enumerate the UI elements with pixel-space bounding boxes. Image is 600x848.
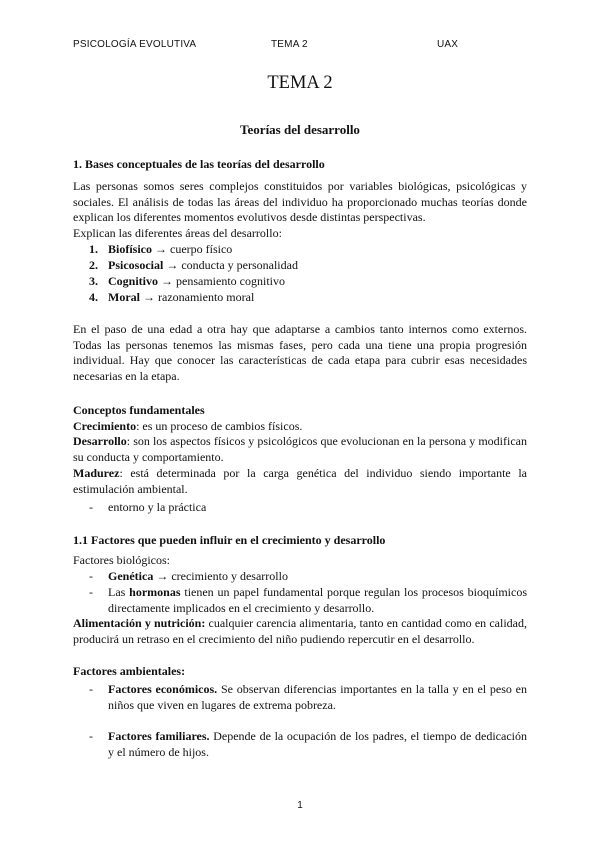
list-number: 1. — [89, 242, 98, 256]
area-description: → conducta y personalidad — [163, 258, 298, 272]
concept-madurez — [73, 466, 527, 497]
bullet-dash: - — [89, 729, 93, 743]
header-topic: TEMA 2 — [271, 39, 308, 50]
section-1-heading: 1. Bases conceptuales de las teorías del desarrollo — [73, 157, 325, 171]
area-term: Moral — [108, 290, 140, 304]
concepts-heading: Conceptos fundamentales — [73, 403, 205, 417]
factor-term: Alimentación y nutrición: — [73, 616, 206, 630]
factor-term: Genética — [108, 569, 154, 583]
familiares-item — [108, 729, 527, 760]
list-number: 2. — [89, 258, 98, 272]
concept-term: Crecimiento — [73, 419, 137, 433]
area-term: Psicosocial — [108, 258, 164, 272]
bullet-dash: - — [89, 585, 93, 599]
concept-text: : son los aspectos físicos y psicológicos que evolucionan en la persona y modifican su conducta y comportamiento. — [73, 434, 527, 464]
factor-term: hormonas — [129, 585, 181, 599]
list-number: 4. — [89, 290, 98, 304]
area-term: Cognitivo — [108, 274, 159, 288]
area-description: → pensamiento cognitivo — [158, 274, 285, 288]
bullet-dash: - — [89, 682, 93, 696]
concept-term: Madurez — [73, 466, 120, 480]
concept-text: : es un proceso de cambios físicos. — [136, 419, 303, 433]
hormonas-item — [108, 585, 527, 616]
concept-crecimiento — [73, 419, 527, 435]
header-institution: UAX — [437, 39, 459, 50]
bullet-dash: - — [89, 569, 93, 583]
alimentacion-paragraph — [73, 616, 527, 647]
factor-text: Se observan diferencias importantes en la talla y en el peso en niños que viven en lugares de extrema pobreza. — [108, 682, 527, 712]
factor-text: tienen un papel fundamental porque regulan los procesos bioquímicos directamente implicados en el crecimiento y desarrollo. — [108, 585, 527, 615]
factor-term: Factores familiares. — [108, 729, 210, 743]
header-course: PSICOLOGÍA EVOLUTIVA — [73, 39, 197, 50]
factor-text: Depende de la ocupación de los padres, el tiempo de dedicación y el número de hijos. — [108, 729, 527, 759]
concept-term: Desarrollo — [73, 434, 127, 448]
list-item — [0, 290, 600, 306]
section-1-intro: Las personas somos seres complejos constituidos por variables biológicas, psicológicas y sociales. El análisis de todas las áreas del individuo ha proporcionado muchas teorías donde explican los diferentes momentos evolutivos desde distintas perspectivas. — [73, 179, 527, 225]
area-description: → razonamiento moral — [140, 290, 255, 304]
page-subtitle: Teorías del desarrollo — [240, 122, 360, 137]
factor-term: Factores económicos. — [108, 682, 218, 696]
list-item — [0, 274, 600, 290]
factor-text: cualquier carencia alimentaria, tanto en cantidad como en calidad, producirá un retraso en el crecimiento del niño pudiendo repercutir en el desarrollo. — [73, 616, 527, 646]
area-description: → cuerpo físico — [152, 242, 233, 256]
factor-text: → crecimiento y desarrollo — [153, 569, 288, 583]
bullet-dash: - — [89, 500, 93, 514]
economicos-item — [108, 682, 527, 713]
concept-text: : está determinada por la carga genética del individuo siendo importante la estimulación ambiental. — [73, 466, 527, 496]
page-number: 1 — [297, 800, 303, 811]
madurez-bullet: entorno y la práctica — [108, 500, 207, 514]
biological-factors-intro: Factores biológicos: — [73, 553, 170, 567]
concept-desarrollo — [73, 434, 527, 465]
factor-text: Las — [108, 585, 130, 599]
section-1-paragraph-2: En el paso de una edad a otra hay que adaptarse a cambios tanto internos como externos. Todas las personas tenemos las mismas fases, pero cada una tiene una propia progresión individual. Hay que conocer las características de cada etapa para cubrir esas necesidades necesarias en la etapa. — [73, 322, 527, 383]
section-1-1-heading: 1.1 Factores que pueden influir en el crecimiento y desarrollo — [73, 533, 386, 547]
list-item — [0, 242, 600, 258]
areas-intro: Explican las diferentes áreas del desarrollo: — [73, 226, 282, 240]
page-title: TEMA 2 — [267, 73, 333, 93]
list-number: 3. — [89, 274, 98, 288]
area-term: Biofísico — [108, 242, 152, 256]
environmental-factors-heading: Factores ambientales: — [73, 664, 186, 678]
genetica-item — [108, 569, 527, 585]
list-item — [0, 258, 600, 274]
